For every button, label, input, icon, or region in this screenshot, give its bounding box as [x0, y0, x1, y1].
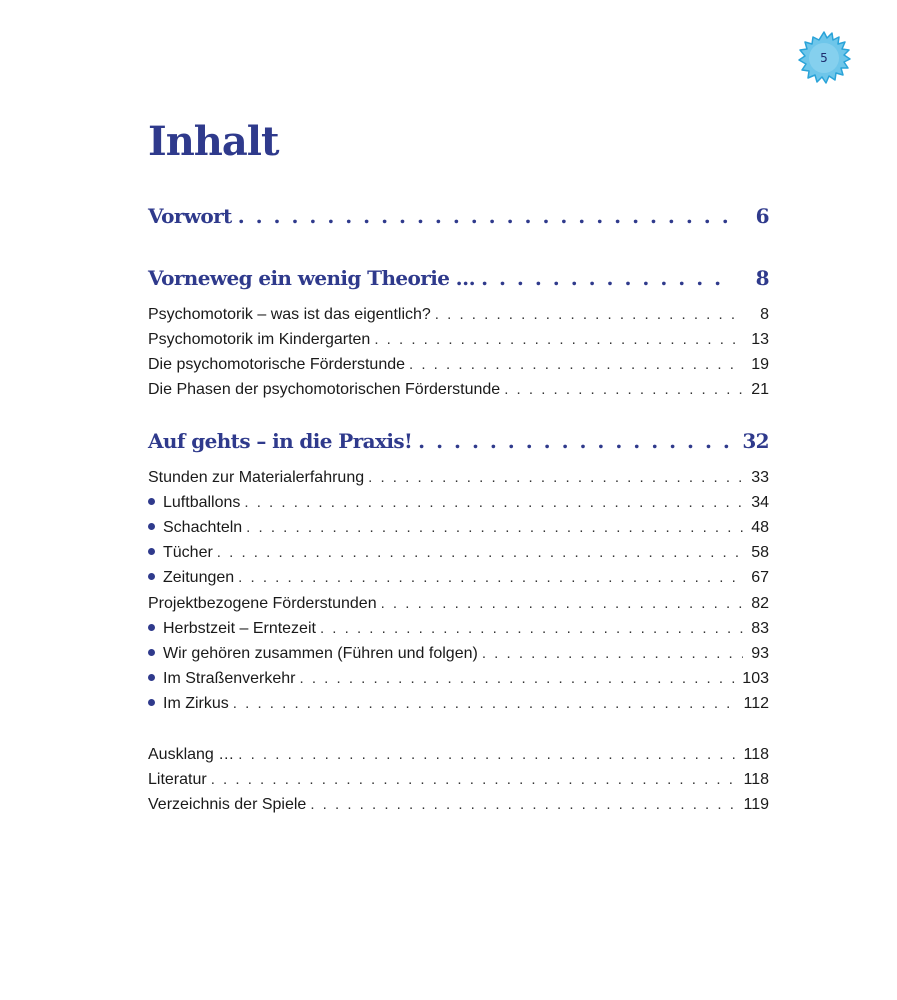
entry-label: Literatur — [148, 771, 207, 788]
entry-page: 58 — [751, 544, 769, 561]
bullet-icon — [148, 573, 155, 580]
chapter-label: Auf gehts – in die Praxis! — [148, 429, 413, 453]
entry-page: 118 — [743, 746, 769, 763]
dot-leader — [482, 645, 743, 662]
bullet-icon — [148, 624, 155, 631]
chapter-page: 6 — [755, 204, 769, 228]
entry-label: Stunden zur Materialerfahrung — [148, 469, 365, 486]
dot-leader — [299, 670, 738, 687]
bullet-icon — [148, 699, 155, 706]
entry-label: Psychomotorik – was ist das eigentlich? — [148, 306, 431, 323]
toc-entry — [148, 595, 769, 613]
dot-leader — [481, 266, 733, 290]
dot-leader — [233, 695, 740, 712]
dot-leader — [211, 771, 740, 788]
entry-page: 33 — [751, 469, 769, 486]
page-number-badge — [796, 30, 852, 86]
entry-label: Luftballons — [163, 494, 241, 511]
chapter-page: 8 — [755, 266, 769, 290]
chapter-page: 32 — [742, 429, 769, 453]
entry-label-wrap — [148, 645, 478, 663]
dot-leader — [238, 204, 733, 228]
entry-label-wrap — [148, 695, 229, 713]
toc-entry — [148, 771, 769, 789]
dot-leader — [217, 544, 743, 561]
entry-label: Verzeichnis der Spiele — [148, 796, 307, 813]
entry-label: Ausklang … — [148, 746, 235, 763]
entry-page: 119 — [743, 796, 769, 813]
toc-entry — [148, 381, 769, 399]
entry-label: Zeitungen — [163, 569, 235, 586]
bullet-icon — [148, 548, 155, 555]
entry-page: 112 — [743, 695, 769, 712]
entry-page: 48 — [751, 519, 769, 536]
toc-entry-bulleted — [148, 519, 769, 537]
entry-label: Im Zirkus — [163, 695, 229, 712]
bullet-icon — [148, 649, 155, 656]
entry-page: 118 — [743, 771, 769, 788]
chapter-label: Vorwort — [148, 204, 232, 228]
toc-entry-bulleted — [148, 670, 769, 688]
entry-label-wrap — [148, 569, 234, 587]
dot-leader — [244, 494, 743, 511]
page-number: 5 — [820, 51, 828, 65]
entry-label: Psychomotorik im Kindergarten — [148, 331, 371, 348]
dot-leader — [409, 356, 743, 373]
entry-page: 93 — [751, 645, 769, 662]
toc-chapter-theorie — [148, 266, 769, 290]
toc-entry — [148, 469, 769, 487]
entry-page: 8 — [760, 306, 769, 323]
entry-label-wrap — [148, 544, 213, 562]
toc-entry — [148, 356, 769, 374]
dot-leader — [418, 429, 733, 453]
entry-label-wrap — [148, 620, 316, 638]
page-title: Inhalt — [148, 118, 279, 165]
toc-chapter-vorwort — [148, 204, 769, 228]
toc-entry — [148, 746, 769, 764]
toc-entry-bulleted — [148, 569, 769, 587]
dot-leader — [381, 595, 743, 612]
toc-entry — [148, 331, 769, 349]
toc-entry-bulleted — [148, 544, 769, 562]
dot-leader — [368, 469, 743, 486]
entry-label: Projektbezogene Förderstunden — [148, 595, 377, 612]
entry-label: Im Straßenverkehr — [163, 670, 296, 687]
entry-label: Wir gehören zusammen (Führen und folgen) — [163, 645, 478, 662]
dot-leader — [310, 796, 739, 813]
bullet-icon — [148, 674, 155, 681]
entry-label: Tücher — [163, 544, 213, 561]
dot-leader — [238, 746, 739, 763]
entry-page: 103 — [742, 670, 769, 687]
dot-leader — [246, 519, 743, 536]
bullet-icon — [148, 498, 155, 505]
entry-page: 83 — [751, 620, 769, 637]
toc-chapter-praxis — [148, 429, 769, 453]
entry-page: 82 — [751, 595, 769, 612]
entry-label: Die Phasen der psychomotorischen Förderstunde — [148, 381, 501, 398]
entry-label: Die psychomotorische Förderstunde — [148, 356, 406, 373]
chapter-label: Vorneweg ein wenig Theorie … — [148, 266, 476, 290]
entry-page: 67 — [751, 569, 769, 586]
entry-label-wrap — [148, 670, 295, 688]
dot-leader — [435, 306, 743, 323]
entry-label-wrap — [148, 519, 242, 537]
toc-entry — [148, 796, 769, 814]
toc-entry — [148, 306, 769, 324]
entry-label: Herbstzeit – Erntezeit — [163, 620, 316, 637]
toc-entry-bulleted — [148, 494, 769, 512]
entry-page: 21 — [751, 381, 769, 398]
entry-label: Schachteln — [163, 519, 243, 536]
entry-page: 34 — [751, 494, 769, 511]
bullet-icon — [148, 523, 155, 530]
dot-leader — [374, 331, 743, 348]
toc-entry-bulleted — [148, 620, 769, 638]
dot-leader — [504, 381, 743, 398]
entry-page: 19 — [751, 356, 769, 373]
entry-page: 13 — [751, 331, 769, 348]
toc-entry-bulleted — [148, 695, 769, 713]
entry-label-wrap — [148, 494, 240, 512]
dot-leader — [238, 569, 743, 586]
toc-entry-bulleted — [148, 645, 769, 663]
dot-leader — [320, 620, 743, 637]
